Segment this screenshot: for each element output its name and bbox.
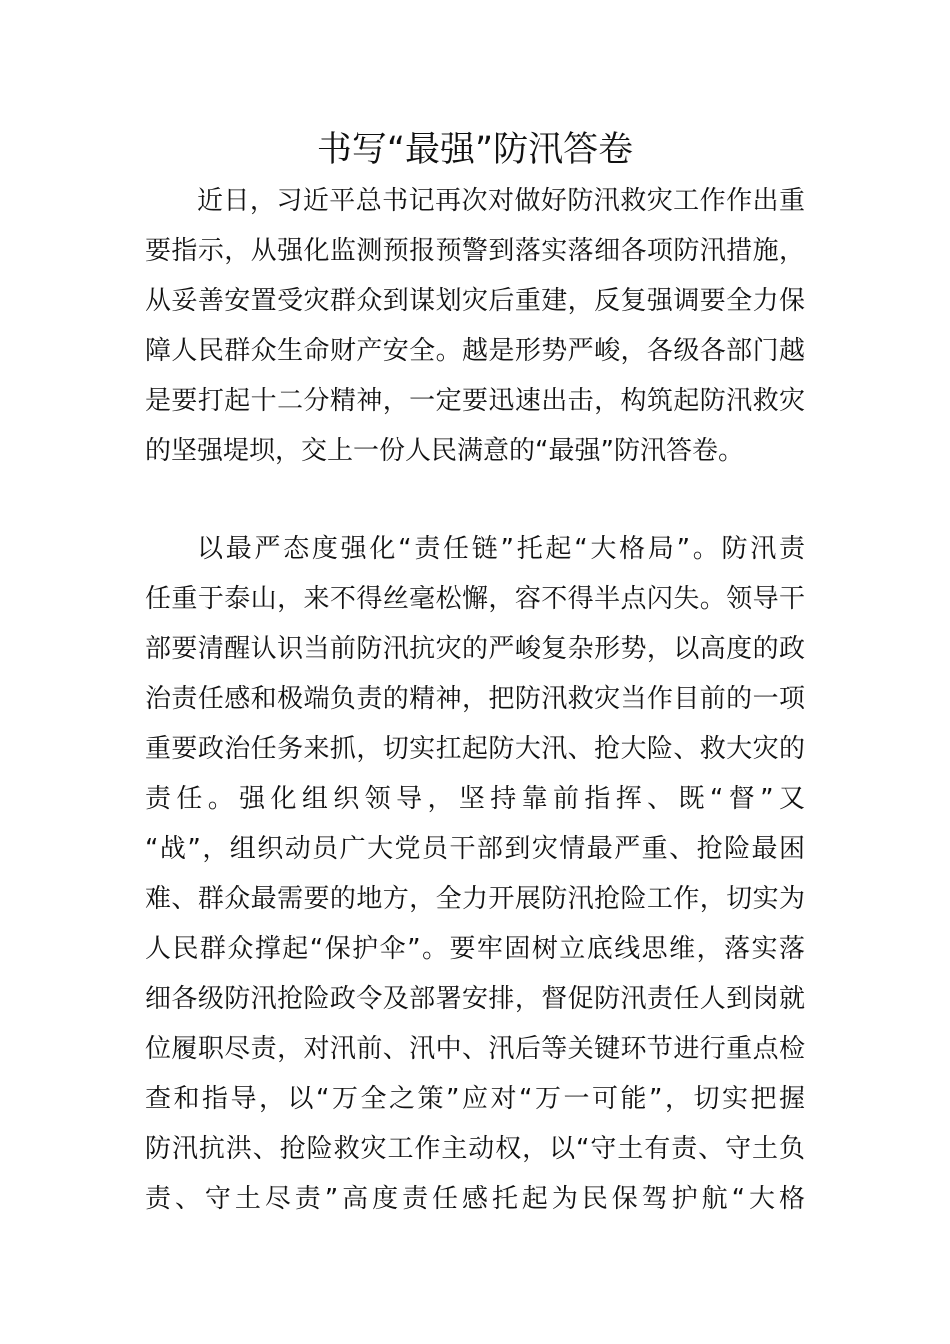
text-line: “战”，组织动员广大党员干部到灾情最严重、抢险最困 (145, 834, 805, 864)
text-line: 细各级防汛抢险政令及部署安排，督促防汛责任人到岗就 (145, 984, 805, 1014)
text-line: 近日，习近平总书记再次对做好防汛救灾工作作出重 (197, 186, 805, 216)
text-line: 人民群众撑起“保护伞”。要牢固树立底线思维，落实落 (145, 934, 805, 964)
text-line: 要指示，从强化监测预报预警到落实落细各项防汛措施， (145, 236, 805, 266)
text-line: 责、守土尽责”高度责任感托起为民保驾护航“大格 (145, 1184, 805, 1214)
text-line: 从妥善安置受灾群众到谋划灾后重建，反复强调要全力保 (145, 286, 805, 316)
text-line: 任重于泰山，来不得丝毫松懈，容不得半点闪失。领导干 (145, 584, 805, 614)
paragraph-responsibility (145, 524, 805, 1224)
text-line: 部要清醒认识当前防汛抗灾的严峻复杂形势，以高度的政 (145, 634, 805, 664)
text-line: 障人民群众生命财产安全。越是形势严峻，各级各部门越 (145, 336, 805, 366)
text-line: 查和指导，以“万全之策”应对“万一可能”，切实把握 (145, 1084, 805, 1114)
text-line: 的坚强堤坝，交上一份人民满意的“最强”防汛答卷。 (145, 436, 744, 466)
document-title: 书写“最强”防汛答卷 (316, 130, 634, 170)
text-line: 以最严态度强化“责任链”托起“大格局”。防汛责 (197, 534, 805, 564)
text-line: 是要打起十二分精神，一定要迅速出击，构筑起防汛救灾 (145, 386, 805, 416)
paragraph-intro (145, 176, 805, 476)
text-line: 难、群众最需要的地方，全力开展防汛抢险工作，切实为 (145, 884, 805, 914)
text-line: 责任。强化组织领导，坚持靠前指挥、既“督”又 (145, 784, 805, 814)
text-line: 重要政治任务来抓，切实扛起防大汛、抢大险、救大灾的 (145, 734, 805, 764)
text-line: 防汛抗洪、抢险救灾工作主动权，以“守土有责、守土负 (145, 1134, 805, 1164)
text-line: 位履职尽责，对汛前、汛中、汛后等关键环节进行重点检 (145, 1034, 805, 1064)
text-line: 治责任感和极端负责的精神，把防汛救灾当作目前的一项 (145, 684, 805, 714)
